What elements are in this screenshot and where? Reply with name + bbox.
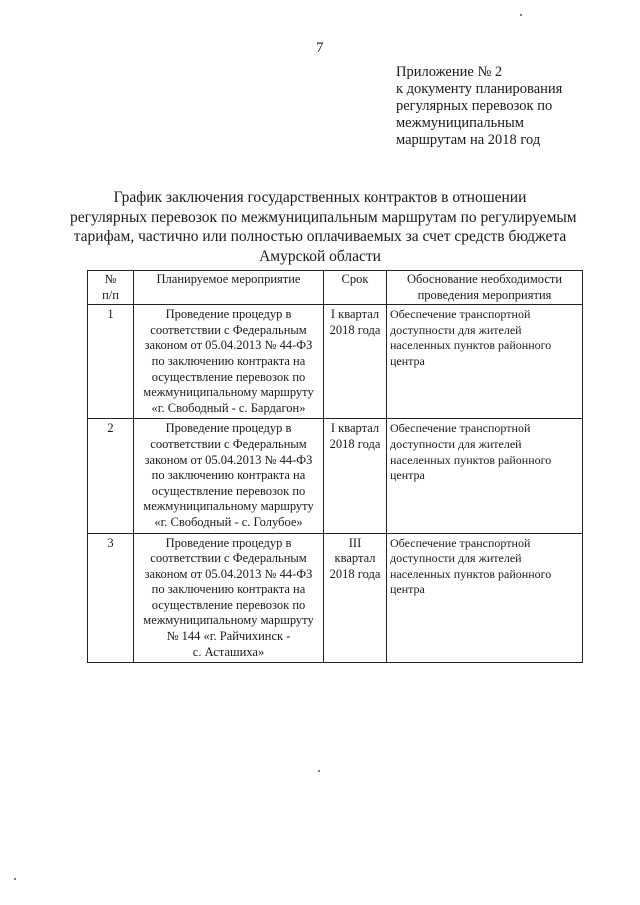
row-event <box>134 419 324 533</box>
table-row <box>88 305 583 419</box>
title-line: Амурской области <box>259 247 381 265</box>
schedule-table <box>87 270 583 663</box>
event-line: законом от 05.04.2013 № 44-ФЗ <box>144 566 313 581</box>
header-text: Срок <box>341 272 369 286</box>
basis-line: населенных пунктов районного <box>390 566 552 581</box>
table-row <box>88 533 583 663</box>
basis-line: доступности для жителей <box>390 436 522 451</box>
header-text: Планируемое мероприятие <box>156 272 301 286</box>
term-line: I квартал <box>330 421 380 436</box>
basis-line: Обеспечение транспортной <box>390 535 531 550</box>
basis-line: центра <box>390 468 425 483</box>
table-header-row <box>88 271 583 305</box>
appendix-header <box>396 64 616 149</box>
event-line: Проведение процедур в <box>165 307 292 322</box>
event-line: соответствии с Федеральным <box>150 551 307 566</box>
event-line: Проведение процедур в <box>165 421 292 436</box>
term-line: 2018 года <box>329 436 381 451</box>
header-term <box>324 271 387 305</box>
term-line: I квартал <box>330 307 380 322</box>
appendix-line: межмуниципальным <box>396 115 524 131</box>
basis-line: доступности для жителей <box>390 322 522 337</box>
event-line: соответствии с Федеральным <box>150 436 307 451</box>
basis-line: Обеспечение транспортной <box>390 421 531 436</box>
header-text: Обоснование необходимости <box>406 272 563 286</box>
event-line: межмуниципальному маршруту <box>143 385 314 400</box>
document-title <box>70 188 577 266</box>
appendix-line: регулярных перевозок по <box>396 98 553 114</box>
term-line: 2018 года <box>329 566 381 581</box>
appendix-line: Приложение № 2 <box>396 64 503 80</box>
row-term <box>324 305 387 419</box>
term-line: 2018 года <box>329 322 381 337</box>
basis-line: населенных пунктов районного <box>390 452 552 467</box>
header-num <box>88 271 134 305</box>
event-line: осуществление перевозок по <box>151 483 306 498</box>
event-line: Проведение процедур в <box>165 535 292 550</box>
term-line: III квартал <box>334 535 376 566</box>
event-line: межмуниципальному маршруту <box>143 613 314 628</box>
event-line: «г. Свободный - с. Бардагон» <box>151 400 306 415</box>
event-line: законом от 05.04.2013 № 44-ФЗ <box>144 452 313 467</box>
event-line: осуществление перевозок по <box>151 597 306 612</box>
scan-speck <box>14 878 16 880</box>
row-basis <box>387 419 583 533</box>
title-line: График заключения государственных контрактов в отношении <box>113 189 527 206</box>
event-line: осуществление перевозок по <box>151 369 306 384</box>
scan-speck <box>520 14 522 16</box>
title-line: регулярных перевозок по межмуниципальным маршрутам по регулируемым <box>70 208 577 226</box>
row-term <box>324 533 387 663</box>
event-line: с. Асташиха» <box>192 644 265 659</box>
table-row <box>88 419 583 533</box>
header-text: № <box>104 272 117 286</box>
basis-line: населенных пунктов районного <box>390 338 552 353</box>
basis-line: доступности для жителей <box>390 551 522 566</box>
event-line: по заключению контракта на <box>151 582 306 597</box>
event-line: по заключению контракта на <box>151 468 306 483</box>
row-num: 3 <box>88 533 134 663</box>
event-line: по заключению контракта на <box>151 353 306 368</box>
header-event <box>134 271 324 305</box>
row-event <box>134 305 324 419</box>
event-line: межмуниципальному маршруту <box>143 499 314 514</box>
event-line: «г. Свободный - с. Голубое» <box>154 514 303 529</box>
event-line: соответствии с Федеральным <box>150 322 307 337</box>
row-basis <box>387 533 583 663</box>
basis-line: Обеспечение транспортной <box>390 307 531 322</box>
title-line: тарифам, частично или полностью оплачиваемых за счет средств бюджета <box>73 228 567 245</box>
header-text: проведения мероприятия <box>417 287 552 302</box>
row-basis <box>387 305 583 419</box>
row-event <box>134 533 324 663</box>
scan-speck <box>318 770 320 772</box>
appendix-line: к документу планирования <box>396 81 563 97</box>
header-basis <box>387 271 583 305</box>
row-term <box>324 419 387 533</box>
row-num: 2 <box>88 419 134 533</box>
header-text: п/п <box>102 287 119 302</box>
basis-line: центра <box>390 582 425 597</box>
page-number: 7 <box>316 40 324 56</box>
event-line: законом от 05.04.2013 № 44-ФЗ <box>144 338 313 353</box>
basis-line: центра <box>390 353 425 368</box>
row-num: 1 <box>88 305 134 419</box>
appendix-line: маршрутам на 2018 год <box>396 132 541 148</box>
event-line: № 144 «г. Райчихинск - <box>166 629 291 644</box>
